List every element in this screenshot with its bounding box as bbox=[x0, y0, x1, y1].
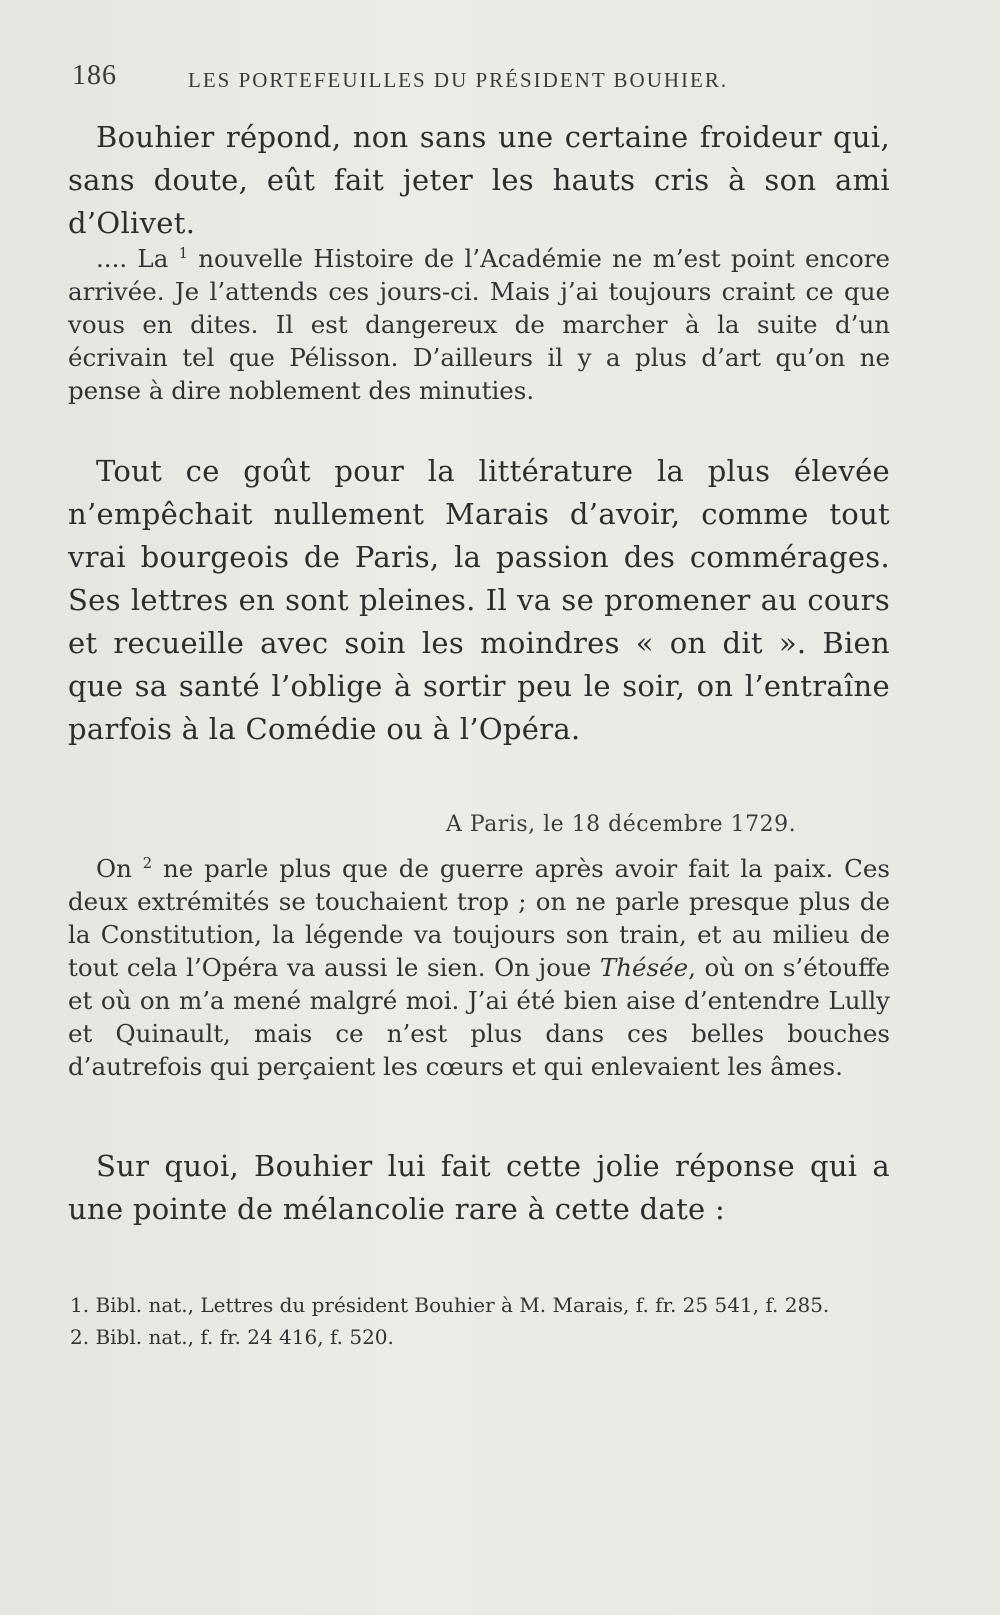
quotation-1 bbox=[68, 242, 890, 407]
paragraph-2-text: Tout ce goût pour la littérature la plus élevée n’empêchait nullement Marais d’avoir, comme tout vrai bourgeois de Paris, la passion des commérages. Ses lettres en sont pleines. Il va se promener au cours et recueille avec soin les moindres « on dit ». Bien que sa santé l’oblige à sortir peu le soir, on l’entraîne parfois à la Comédie ou à l’Opéra. bbox=[68, 454, 890, 746]
quotation-2 bbox=[68, 852, 890, 1083]
quotation-2-body-end: , où on s’étouffe et où on m’a mené malgré moi. J’ai été bien aise d’entendre Lully et Quinault, mais ce n’est plus dans ces belles bouches d’autrefois qui perçaient les cœurs et qui enlevaient les âmes. bbox=[68, 953, 890, 1081]
paragraph-2 bbox=[68, 450, 890, 751]
letter-dateline: A Paris, le 18 décembre 1729. bbox=[446, 812, 797, 837]
quotation-2-body-start: ne parle plus que de guerre après avoir fait la paix. Ces deux extrémités se touchaient trop ; on ne parle presque plus de la Constitution, la légende va toujours son train, et au milieu de tout cela l’Opéra va aussi le sien. On joue bbox=[68, 854, 890, 982]
quotation-1-lead: .... La bbox=[96, 244, 169, 273]
footnotes bbox=[48, 1292, 890, 1350]
opera-title: Thésée bbox=[599, 953, 689, 982]
paragraph-3-text: Sur quoi, Bouhier lui fait cette jolie réponse qui a une pointe de mélancolie rare à cette date : bbox=[68, 1149, 890, 1226]
paragraph-1-text: Bouhier répond, non sans une certaine froideur qui, sans doute, eût fait jeter les hauts cris à son ami d’Olivet. bbox=[68, 120, 890, 240]
footnote-2: 2. Bibl. nat., f. fr. 24 416, f. 520. bbox=[70, 1325, 394, 1349]
footnote-1: 1. Bibl. nat., Lettres du président Bouhier à M. Marais, f. fr. 25 541, f. 285. bbox=[70, 1293, 830, 1317]
quotation-2-lead: On bbox=[96, 854, 132, 883]
footnote-ref-2: 2 bbox=[142, 854, 153, 872]
page-number: 186 bbox=[72, 60, 117, 91]
quotation-1-body: nouvelle Histoire de l’Académie ne m’est point encore arrivée. Je l’attends ces jours-ci. Mais j’ai toujours craint ce que vous en dites. Il est dangereux de marcher à la suite d’un écrivain tel que Pélisson. D’ailleurs il y a plus d’art qu’on ne pense à dire noblement des minuties. bbox=[68, 244, 890, 405]
quotation-2-text bbox=[68, 852, 890, 1083]
quotation-1-text bbox=[68, 242, 890, 407]
footnote-ref-1: 1 bbox=[178, 244, 188, 262]
paragraph-1 bbox=[68, 116, 890, 245]
paragraph-3 bbox=[68, 1145, 890, 1231]
running-head: LES PORTEFEUILLES DU PRÉSIDENT BOUHIER. bbox=[188, 68, 729, 92]
